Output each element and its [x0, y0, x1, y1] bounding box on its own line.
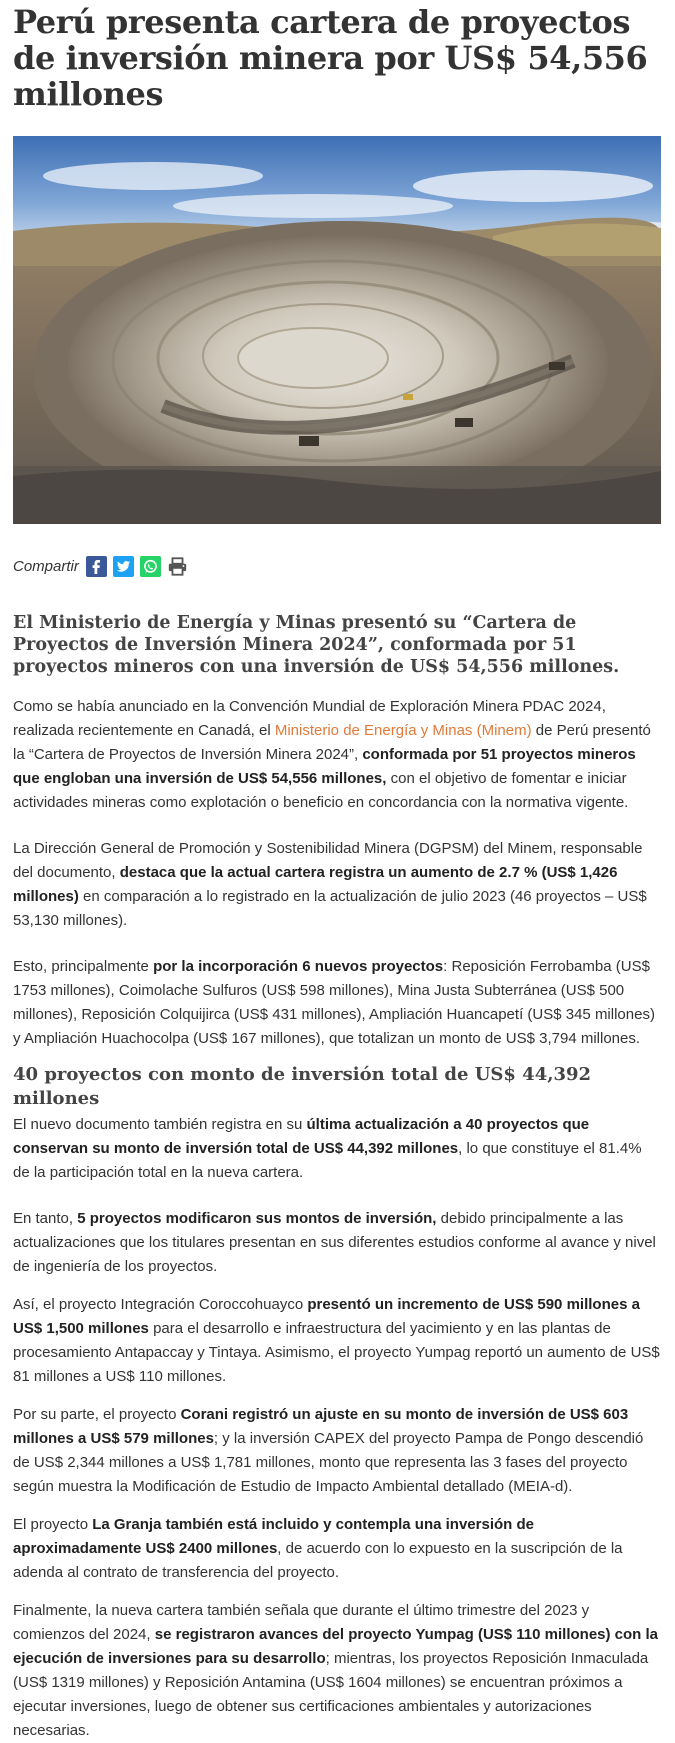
text: , lo que constituye el 81.4% de la participación total en la nueva cartera.: [13, 1140, 642, 1181]
article-title: Perú presenta cartera de proyectos de inversión minera por US$ 54,556 millones: [13, 3, 648, 113]
text: Como se había anunciado en la Convención Mundial de Exploración Minera PDAC 2024, realizada recientemente en Canadá, el: [13, 698, 606, 739]
paragraph-4: [13, 1113, 661, 1185]
section-subheading: 40 proyectos con monto de inversión total de US$ 44,392 millones: [13, 1064, 592, 1109]
text: Esto, principalmente: [13, 958, 154, 975]
bold-text: última actualización a 40 proyectos que conservan su monto de inversión total de US$ 44,392 millones: [13, 1116, 590, 1157]
text: ; mientras, los proyectos Reposición Inmaculada (US$ 1319 millones) y Reposición Antamina (US$ 1604 millones) se encuentran próximos a ejecutar inversiones, luego de obtener sus certificaciones ambientales y autorizaciones necesarias.: [13, 1650, 649, 1739]
hero-image-open-pit-mine: [13, 136, 661, 524]
share-label: Compartir: [13, 557, 79, 575]
text: , de acuerdo con lo expuesto en la suscripción de la adenda al contrato de transferencia del proyecto.: [13, 1540, 623, 1581]
bold-text: 5 proyectos modificaron sus montos de inversión,: [77, 1210, 437, 1227]
text: de Perú presentó la “Cartera de Proyectos de Inversión Minera 2024”,: [13, 722, 651, 763]
text: En tanto,: [13, 1210, 78, 1227]
bold-text: por la incorporación 6 nuevos proyectos: [153, 958, 444, 975]
minem-link[interactable]: Ministerio de Energía y Minas (Minem): [274, 722, 532, 739]
paragraph-3: [13, 955, 661, 1051]
share-bar: [13, 552, 661, 580]
text: en comparación a lo registrado en la actualización de julio 2023 (46 proyectos – US$ 53,130 millones).: [13, 888, 647, 929]
paragraph-2: [13, 837, 661, 933]
bold-text: presentó un incremento de US$ 590 millones a US$ 1,500 millones: [13, 1296, 640, 1337]
text: El proyecto: [13, 1516, 93, 1533]
article-lead: El Ministerio de Energía y Minas presentó su “Cartera de Proyectos de Inversión Minera 2024”, conformada por 51 proyectos mineros con una inversión de US$ 54,556 millones.: [13, 613, 620, 677]
bold-text: Corani registró un ajuste en su monto de inversión de US$ 603 millones a US$ 579 millones: [13, 1406, 629, 1447]
facebook-icon[interactable]: [86, 556, 107, 577]
article: [0, 4, 675, 1743]
text: Así, el proyecto Integración Coroccohuayco: [13, 1296, 308, 1313]
bold-text: conformada por 51 proyectos mineros que engloban una inversión de US$ 54,556 millones,: [13, 746, 636, 787]
text: con el objetivo de fomentar e iniciar actividades mineras como explotación o beneficio en concordancia con la normativa vigente.: [13, 770, 629, 811]
paragraph-8: [13, 1513, 661, 1585]
text: La Dirección General de Promoción y Sostenibilidad Minera (DGPSM) del Minem, responsable del documento,: [13, 840, 643, 881]
text: Por su parte, el proyecto: [13, 1406, 181, 1423]
text: ; y la inversión CAPEX del proyecto Pampa de Pongo descendió de US$ 2,344 millones a US$ 1,781 millones, monto que representa las 3 fases del proyecto según muestra la Modificación de Estudio de Impacto Ambiental detallado (MEIA-d).: [13, 1430, 644, 1495]
bold-text: se registraron avances del proyecto Yumpag (US$ 110 millones) con la ejecución de inversiones para su desarrollo: [13, 1626, 659, 1667]
mine-illustration: [13, 136, 661, 524]
print-icon[interactable]: [167, 556, 188, 577]
text: El nuevo documento también registra en su: [13, 1116, 307, 1133]
text: : Reposición Ferrobamba (US$ 1753 millones), Coimolache Sulfuros (US$ 598 millones), Mina Justa Subterránea (US$ 500 millones), Reposición Colquijirca (US$ 431 millones), Ampliación Huancapetí (US$ 345 millones) y Ampliación Huachocolpa (US$ 167 millones), que totalizan un monto de US$ 3,794 millones.: [13, 958, 655, 1047]
text: debido principalmente a las actualizaciones que los titulares presentan en sus diferentes estudios conforme al avance y nivel de ingeniería de los proyectos.: [13, 1210, 656, 1275]
paragraph-7: [13, 1403, 661, 1499]
paragraph-6: [13, 1293, 661, 1389]
text: Finalmente, la nueva cartera también señala que durante el último trimestre del 2023 y comienzos del 2024,: [13, 1602, 590, 1643]
text: para el desarrollo e infraestructura del yacimiento y en las plantas de procesamiento Antapaccay y Tintaya. Asimismo, el proyecto Yumpag reportó un aumento de US$ 81 millones a US$ 110 millones.: [13, 1320, 660, 1385]
whatsapp-icon[interactable]: [140, 556, 161, 577]
paragraph-1: [13, 695, 661, 815]
paragraph-5: [13, 1207, 661, 1279]
bold-text: La Granja también está incluido y contempla una inversión de aproximadamente US$ 2400 millones: [13, 1516, 534, 1557]
twitter-icon[interactable]: [113, 556, 134, 577]
paragraph-9: [13, 1599, 661, 1743]
bold-text: destaca que la actual cartera registra un aumento de 2.7 % (US$ 1,426 millones): [13, 864, 618, 905]
